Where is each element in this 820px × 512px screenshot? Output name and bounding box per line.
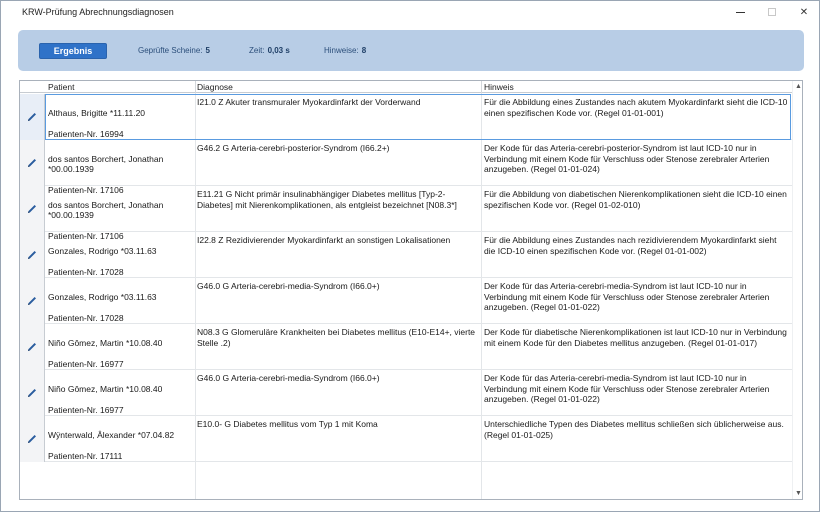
pencil-icon — [26, 157, 38, 169]
pencil-icon — [26, 341, 38, 353]
minimize-icon — [736, 12, 745, 13]
diagnosis-cell: G46.0 G Arteria-cerebri-media-Syndrom (I66.0+) — [197, 281, 380, 291]
hint-cell: Für die Abbildung von diabetischen Nierenkomplikationen sieht die ICD-10 einen spezifischen Kode vor. (Regel 01-02-010) — [484, 189, 787, 210]
edit-button[interactable] — [20, 278, 45, 324]
hint-cell: Der Kode für das Arteria-cerebri-media-Syndrom ist laut ICD-10 nur in Verbindung mit einem Kode für Verschluss oder Stenose zerebraler Arterien anzugeben. (Regel 01-01-022) — [484, 281, 770, 312]
patient-name: dos santos Borchert, Jonathan *00.00.1939 — [48, 153, 164, 174]
edit-button[interactable] — [20, 416, 45, 462]
hint-cell: Der Kode für das Arteria-cerebri-posterior-Syndrom ist laut ICD-10 nur in Verbindung mit einem Kode für Verschluss oder Stenose zerebraler Arterien anzugeben. (Regel 01-01-024) — [484, 143, 770, 174]
table-row[interactable] — [20, 416, 792, 462]
summary-panel — [18, 30, 804, 71]
table-row[interactable] — [20, 370, 792, 416]
edit-button[interactable] — [20, 140, 45, 186]
edit-button[interactable] — [20, 370, 45, 416]
window-title: KRW-Prüfung Abrechnungsdiagnosen — [22, 7, 174, 17]
patient-number: Patienten-Nr. 17111 — [48, 450, 123, 461]
maximize-button[interactable] — [757, 1, 787, 23]
checked-label: Geprüfte Scheine: — [138, 46, 203, 55]
column-header-hint[interactable]: Hinweis — [484, 82, 514, 92]
edit-button[interactable] — [20, 94, 45, 140]
chevron-up-icon[interactable]: ▲ — [795, 83, 802, 90]
column-header-diagnosis[interactable]: Diagnose — [197, 82, 233, 92]
patient-name: Niño Gômez, Martin *10.08.40 — [48, 337, 163, 348]
diagnosis-cell: I21.0 Z Akuter transmuraler Myokardinfarkt der Vorderwand — [197, 97, 421, 107]
pencil-icon — [26, 295, 38, 307]
close-button[interactable] — [789, 1, 819, 23]
title-bar — [1, 1, 819, 23]
pencil-icon — [26, 111, 38, 123]
patient-name: dos santos Borchert, Jonathan *00.00.1939 — [48, 199, 164, 220]
pencil-icon — [26, 433, 38, 445]
column-header-patient[interactable]: Patient — [48, 82, 75, 92]
patient-number: Patienten-Nr. 16994 — [48, 128, 124, 139]
close-icon: ✕ — [799, 6, 809, 18]
hint-cell: Der Kode für diabetische Nierenkomplikationen ist laut ICD-10 nur in Verbindung mit einem Kode für den Diabetes mellitus anzugeben. (Regel 01-01-017) — [484, 327, 787, 348]
hints-label: Hinweise: — [324, 46, 359, 55]
table-header — [20, 81, 792, 93]
diagnosis-cell: E11.21 G Nicht primär insulinabhängiger Diabetes mellitus [Typ-2-Diabetes] mit Nierenkomplikationen, als entgleist bezeichnet [N08.3*] — [197, 189, 457, 210]
patient-number: Patienten-Nr. 17106 — [48, 231, 124, 241]
edit-button[interactable] — [20, 232, 45, 278]
table-row[interactable] — [20, 94, 792, 140]
pencil-icon — [26, 387, 38, 399]
patient-cell — [48, 419, 196, 472]
table-row[interactable] — [20, 140, 792, 195]
patient-name: Niño Gômez, Martin *10.08.40 — [48, 383, 163, 394]
patient-name: Wÿnterwald, Âlexander *07.04.82 — [48, 429, 175, 440]
diagnosis-cell: G46.2 G Arteria-cerebri-posterior-Syndrom (I66.2+) — [197, 143, 390, 153]
pencil-icon — [26, 203, 38, 215]
diagnosis-cell: G46.0 G Arteria-cerebri-media-Syndrom (I66.0+) — [197, 373, 380, 383]
patient-name: Gonzales, Rodrigo *03.11.63 — [48, 291, 157, 302]
patient-number: Patienten-Nr. 17028 — [48, 312, 124, 323]
diagnosis-cell: N08.3 G Glomeruläre Krankheiten bei Diabetes mellitus (E10-E14+, vierte Stelle .2) — [197, 327, 476, 348]
patient-number: Patienten-Nr. 17106 — [48, 185, 124, 195]
hint-cell: Für die Abbildung eines Zustandes nach rezidivierendem Myokardinfarkt sieht die ICD-10 einen spezifischen Kode vor. (Regel 01-01-002) — [484, 235, 777, 256]
time-label: Zeit: — [249, 46, 265, 55]
patient-name: Althaus, Brigitte *11.11.20 — [48, 107, 146, 118]
patient-name: Gonzales, Rodrigo *03.11.63 — [48, 245, 157, 256]
diagnosis-cell: E10.0- G Diabetes mellitus vom Typ 1 mit Koma — [197, 419, 378, 429]
results-table — [19, 80, 803, 500]
table-row[interactable] — [20, 324, 792, 370]
hint-cell: Der Kode für das Arteria-cerebri-media-Syndrom ist laut ICD-10 nur in Verbindung mit einem Kode für Verschluss oder Stenose zerebraler Arterien anzugeben. (Regel 01-01-022) — [484, 373, 770, 404]
hint-cell: Für die Abbildung eines Zustandes nach akutem Myokardinfarkt sieht die ICD-10 einen spezifischen Kode vor. (Regel 01-01-001) — [484, 97, 788, 118]
diagnosis-cell: I22.8 Z Rezidivierender Myokardinfarkt an sonstigen Lokalisationen — [197, 235, 451, 245]
result-button[interactable]: Ergebnis — [39, 43, 107, 59]
hint-cell: Unterschiedliche Typen des Diabetes mellitus schließen sich üblicherweise aus. (Regel 01-01-025) — [484, 419, 784, 440]
patient-number: Patienten-Nr. 17028 — [48, 266, 124, 277]
table-row[interactable] — [20, 278, 792, 324]
checked-stat — [138, 46, 210, 55]
patient-number: Patienten-Nr. 16977 — [48, 404, 124, 415]
table-row[interactable] — [20, 232, 792, 278]
hints-value: 8 — [361, 46, 367, 55]
vertical-scrollbar[interactable] — [792, 81, 803, 499]
edit-button[interactable] — [20, 186, 45, 232]
time-value: 0,03 s — [267, 46, 290, 55]
patient-number: Patienten-Nr. 16977 — [48, 358, 124, 369]
chevron-down-icon[interactable]: ▼ — [795, 490, 802, 497]
checked-value: 5 — [205, 46, 210, 55]
edit-button[interactable] — [20, 324, 45, 370]
minimize-button[interactable] — [725, 1, 755, 23]
maximize-icon — [768, 8, 776, 16]
hints-stat — [324, 46, 366, 55]
time-stat — [249, 46, 290, 55]
pencil-icon — [26, 249, 38, 261]
